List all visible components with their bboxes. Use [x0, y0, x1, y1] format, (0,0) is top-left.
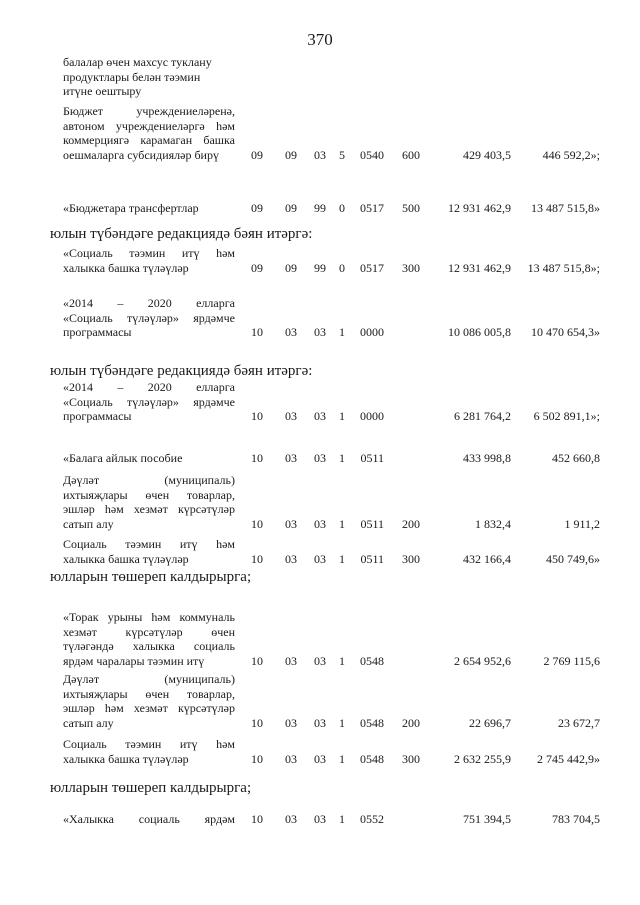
- cell-expense-type: 300: [402, 751, 420, 766]
- description-line: сатып алу: [63, 516, 114, 531]
- cell-amount-2015: 2 654 952,6: [454, 653, 511, 668]
- cell-program-code: 03: [314, 409, 326, 423]
- cell-razdel: 10: [251, 715, 263, 730]
- cell-program-code: 03: [314, 325, 326, 339]
- cell-target-article: 0552: [360, 812, 384, 826]
- cell-subprogram: 1: [339, 325, 345, 339]
- row-description: [63, 737, 235, 766]
- cell-program-code: 03: [314, 451, 326, 465]
- cell-podrazdel: 03: [285, 653, 297, 668]
- instruction-line: юлын түбәндәге редакциядә бәян итәргә:: [50, 363, 313, 379]
- description-line: эшләр һәм хезмәт күрсәтүләр: [63, 701, 235, 715]
- cell-subprogram: 1: [339, 812, 345, 826]
- cell-target-article: 0548: [360, 715, 384, 730]
- cell-subprogram: 1: [339, 516, 345, 531]
- cell-subprogram: 1: [339, 451, 345, 465]
- description-line: продуктлары белән тәэмин: [63, 69, 201, 84]
- cell-subprogram: 1: [339, 715, 345, 730]
- cell-subprogram: 1: [339, 751, 345, 766]
- description-line: «2014 – 2020 елларга: [63, 296, 235, 310]
- cell-target-article: 0517: [360, 201, 384, 215]
- description-line: түләгәндә халыкка социаль: [63, 639, 235, 653]
- cell-program-code: 99: [314, 201, 326, 215]
- cell-amount-2016: 13 487 515,8»;: [527, 260, 600, 275]
- cell-razdel: 10: [251, 516, 263, 531]
- cell-amount-2015: 10 086 005,8: [448, 325, 511, 339]
- row-description: [63, 451, 235, 466]
- cell-podrazdel: 03: [285, 325, 297, 339]
- cell-amount-2016: 10 470 654,3»: [531, 325, 600, 339]
- cell-podrazdel: 03: [285, 451, 297, 465]
- row-description: [63, 610, 235, 668]
- instruction-line: юлларын төшереп калдырырга;: [50, 569, 252, 585]
- description-line: Социаль тәэмин итү һәм: [63, 537, 235, 551]
- cell-target-article: 0548: [360, 751, 384, 766]
- cell-razdel: 10: [251, 325, 263, 339]
- description-line: халыкка башка түләүләр: [63, 551, 189, 566]
- cell-razdel: 10: [251, 409, 263, 423]
- cell-subprogram: 0: [339, 201, 345, 215]
- cell-amount-2016: 783 704,5: [552, 812, 600, 826]
- cell-amount-2015: 429 403,5: [463, 147, 511, 162]
- cell-subprogram: 0: [339, 260, 345, 275]
- cell-amount-2016: 6 502 891,1»;: [533, 409, 600, 423]
- cell-podrazdel: 03: [285, 516, 297, 531]
- description-line: ихтыяҗлары өчен товарлар,: [63, 487, 235, 502]
- cell-target-article: 0548: [360, 653, 384, 668]
- description-line: «Социаль түләүләр» ярдәмче: [63, 394, 235, 409]
- cell-amount-2015: 12 931 462,9: [448, 260, 511, 275]
- cell-podrazdel: 03: [285, 409, 297, 423]
- description-line: «Балага айлык пособие: [63, 451, 183, 465]
- cell-subprogram: 5: [339, 147, 345, 162]
- page-number: 370: [307, 30, 333, 49]
- cell-amount-2015: 6 281 764,2: [454, 409, 511, 423]
- cell-razdel: 10: [251, 653, 263, 668]
- cell-podrazdel: 03: [285, 812, 297, 826]
- cell-razdel: 09: [251, 201, 263, 215]
- cell-razdel: 10: [251, 451, 263, 465]
- cell-program-code: 03: [314, 751, 326, 766]
- cell-amount-2015: 22 696,7: [469, 715, 511, 730]
- description-line: ихтыяҗлары өчен товарлар,: [63, 686, 235, 701]
- cell-amount-2015: 12 931 462,9: [448, 201, 511, 215]
- cell-amount-2015: 433 998,8: [463, 451, 511, 465]
- description-line: Бюджет учреждениеләренә,: [63, 104, 235, 118]
- description-line: Дәүләт (муниципаль): [63, 473, 235, 487]
- description-line: «Халыкка социаль ярдәм: [63, 812, 235, 826]
- cell-podrazdel: 03: [285, 715, 297, 730]
- cell-program-code: 03: [314, 551, 326, 566]
- cell-amount-2016: 2 745 442,9»: [537, 751, 600, 766]
- cell-amount-2016: 23 672,7: [558, 715, 600, 730]
- row-description: [63, 380, 235, 424]
- description-line: «Социаль түләүләр» ярдәмче: [63, 310, 235, 325]
- cell-amount-2016: 450 749,6»: [546, 551, 600, 566]
- cell-program-code: 03: [314, 653, 326, 668]
- description-line: эшләр һәм хезмәт күрсәтүләр: [63, 502, 235, 516]
- cell-amount-2015: 751 394,5: [463, 812, 511, 826]
- cell-target-article: 0517: [360, 260, 384, 275]
- description-line: программасы: [63, 409, 132, 423]
- description-line: коммерциягә карамаган башка: [63, 133, 235, 147]
- cell-amount-2015: 1 832,4: [475, 516, 511, 531]
- cell-razdel: 09: [251, 260, 263, 275]
- cell-razdel: 10: [251, 812, 263, 826]
- description-line: «Социаль тәэмин итү һәм: [63, 246, 235, 260]
- cell-podrazdel: 09: [285, 201, 297, 215]
- cell-amount-2015: 2 632 255,9: [454, 751, 511, 766]
- row-description: [63, 104, 235, 162]
- description-line: Социаль тәэмин итү һәм: [63, 737, 235, 751]
- description-line: оешмаларга субсидияләр бирү: [63, 147, 219, 162]
- cell-subprogram: 1: [339, 551, 345, 566]
- description-line: халыкка башка түләүләр: [63, 751, 189, 766]
- cell-podrazdel: 03: [285, 751, 297, 766]
- cell-podrazdel: 09: [285, 147, 297, 162]
- cell-target-article: 0540: [360, 147, 384, 162]
- cell-subprogram: 1: [339, 653, 345, 668]
- cell-podrazdel: 09: [285, 260, 297, 275]
- cell-expense-type: 300: [402, 551, 420, 566]
- cell-expense-type: 200: [402, 516, 420, 531]
- description-line: «2014 – 2020 елларга: [63, 380, 235, 394]
- row-description: [63, 812, 235, 827]
- cell-subprogram: 1: [339, 409, 345, 423]
- description-line: хезмәт күрсәтүләр өчен: [63, 624, 235, 639]
- cell-razdel: 10: [251, 551, 263, 566]
- instruction-line: юлларын төшереп калдырырга;: [50, 780, 252, 796]
- description-line: программасы: [63, 325, 132, 339]
- cell-target-article: 0511: [360, 451, 384, 465]
- description-line: Дәүләт (муниципаль): [63, 672, 235, 686]
- row-description: [63, 672, 235, 730]
- cell-amount-2016: 1 911,2: [564, 516, 600, 531]
- cell-amount-2016: 452 660,8: [552, 451, 600, 465]
- cell-target-article: 0511: [360, 551, 384, 566]
- cell-program-code: 03: [314, 715, 326, 730]
- description-line: ярдәм чаралары тәэмин итү: [63, 653, 205, 668]
- description-line: сатып алу: [63, 715, 114, 730]
- row-description: [63, 246, 235, 275]
- cell-expense-type: 200: [402, 715, 420, 730]
- row-description: [63, 296, 235, 340]
- cell-podrazdel: 03: [285, 551, 297, 566]
- description-line: балалар өчен махсус туклану: [63, 55, 212, 69]
- cell-amount-2016: 2 769 115,6: [543, 653, 600, 668]
- row-description: [63, 537, 235, 566]
- cell-program-code: 03: [314, 147, 326, 162]
- cell-amount-2016: 13 487 515,8»: [531, 201, 600, 215]
- cell-expense-type: 500: [402, 201, 420, 215]
- description-line: «Бюджетара трансфертлар: [63, 201, 199, 215]
- instruction-line: юлын түбәндәге редакциядә бәян итәргә:: [50, 226, 313, 242]
- row-description: [63, 55, 235, 99]
- cell-amount-2015: 432 166,4: [463, 551, 511, 566]
- cell-program-code: 03: [314, 812, 326, 826]
- cell-target-article: 0000: [360, 409, 384, 423]
- row-description: [63, 473, 235, 531]
- cell-program-code: 99: [314, 260, 326, 275]
- description-line: автоном учреждениеләргә һәм: [63, 118, 235, 133]
- cell-razdel: 09: [251, 147, 263, 162]
- cell-expense-type: 300: [402, 260, 420, 275]
- cell-program-code: 03: [314, 516, 326, 531]
- cell-expense-type: 600: [402, 147, 420, 162]
- description-line: «Торак урыны һәм коммуналь: [63, 610, 235, 624]
- cell-razdel: 10: [251, 751, 263, 766]
- description-line: халыкка башка түләүләр: [63, 260, 189, 275]
- cell-target-article: 0511: [360, 516, 384, 531]
- cell-amount-2016: 446 592,2»;: [542, 147, 600, 162]
- description-line: итүне оештыру: [63, 84, 142, 98]
- row-description: [63, 201, 235, 216]
- cell-target-article: 0000: [360, 325, 384, 339]
